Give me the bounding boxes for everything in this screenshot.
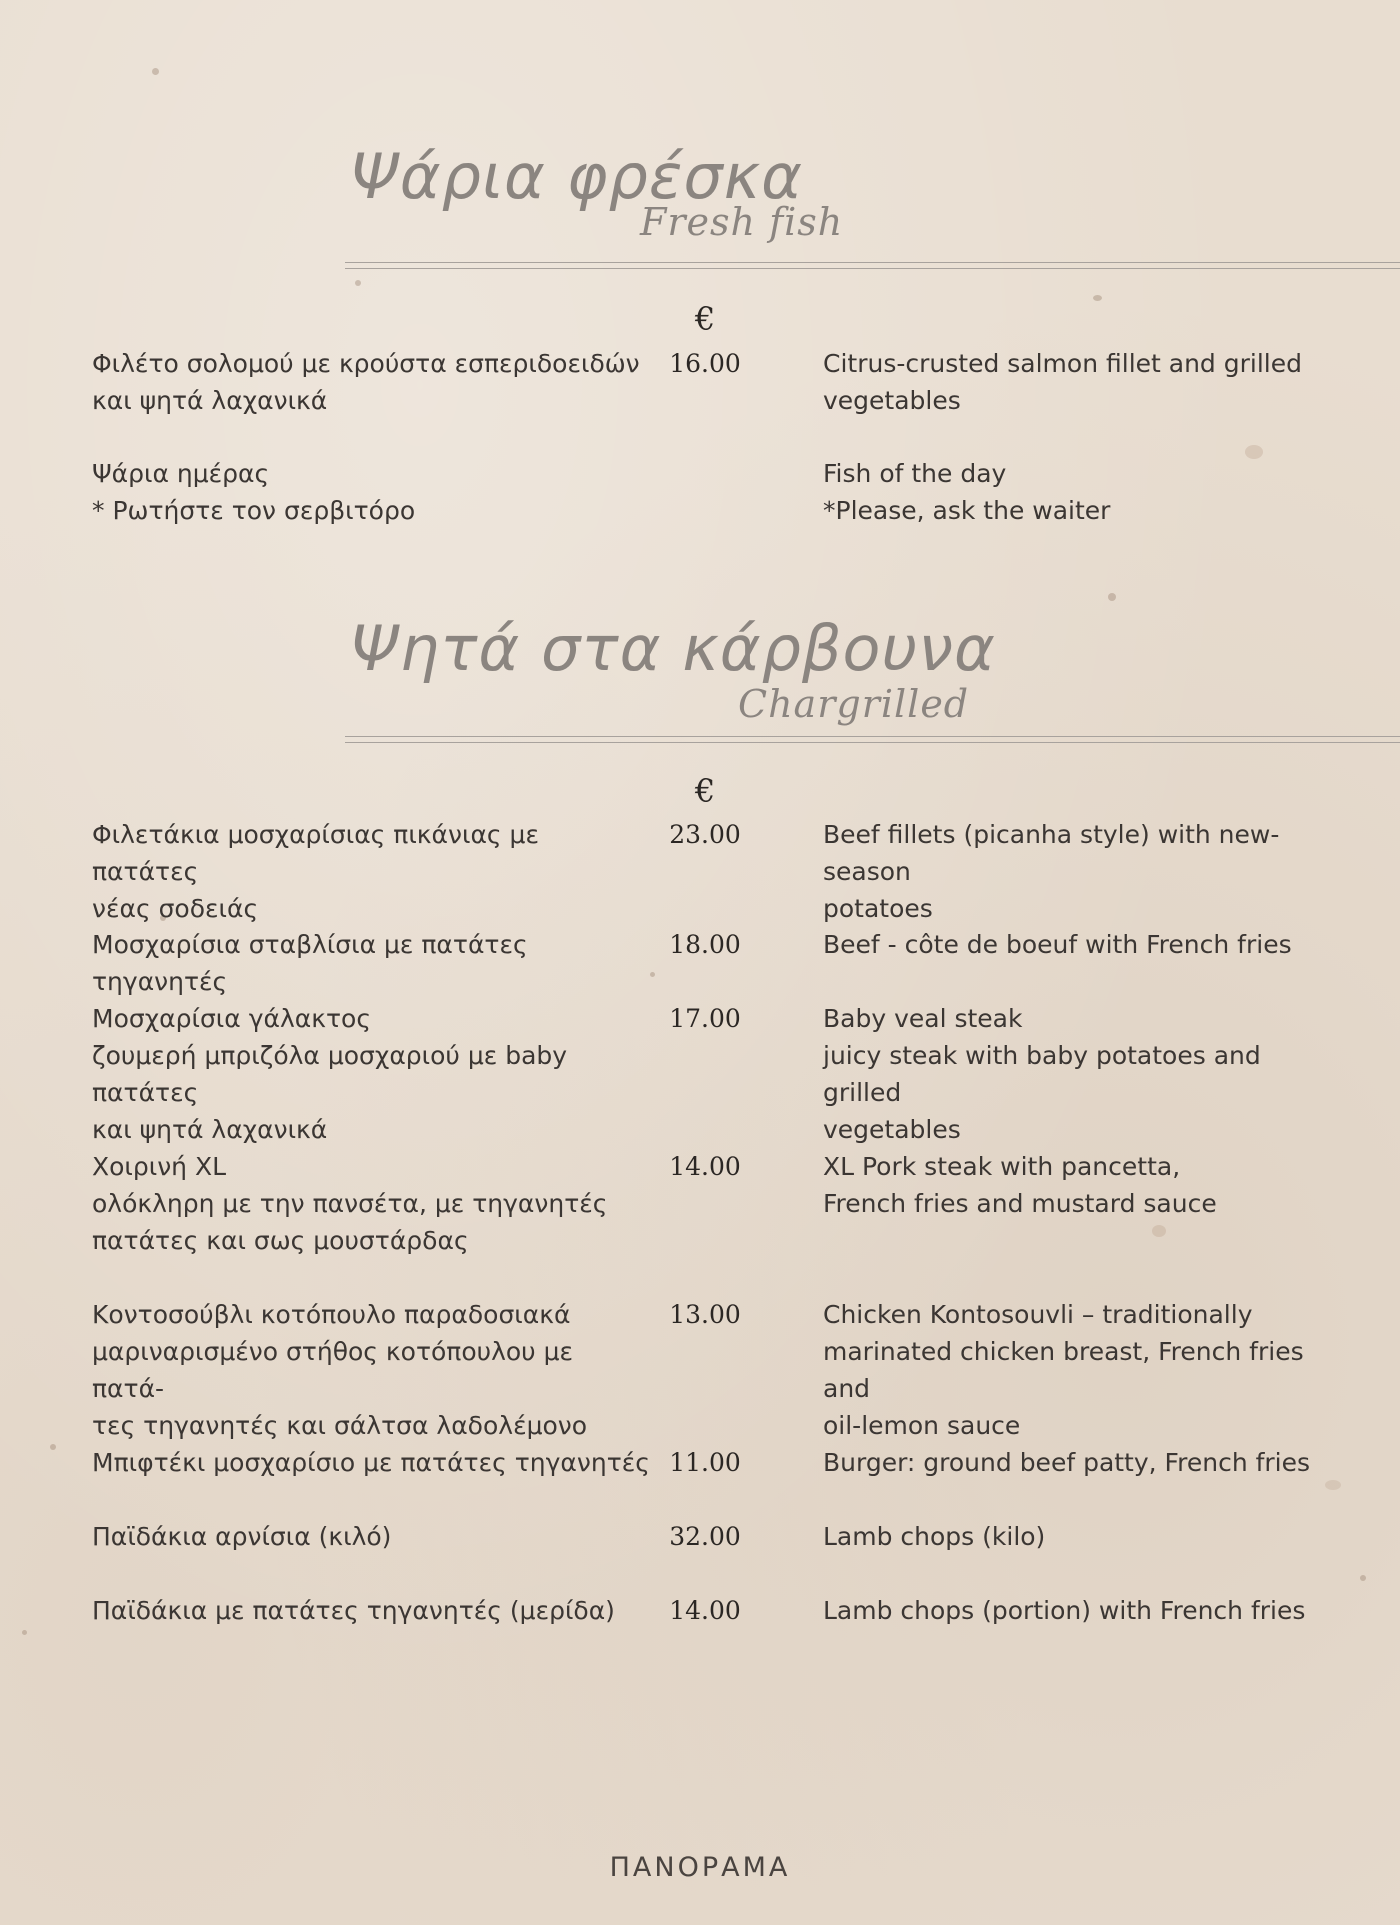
item-name-english: Baby veal steak juicy steak with baby potatoes and grilled vegetables — [823, 1004, 1261, 1144]
item-price: 17.00 — [669, 1004, 741, 1033]
item-name-greek: Κοντοσούβλι κοτόπουλο παραδοσιακά μαριναρισμένο στήθος κοτόπουλου με πατά- τες τηγανητές και σάλτσα λαδολέμονο — [92, 1300, 588, 1440]
item-name-english: Fish of the day *Please, ask the waiter — [823, 459, 1111, 525]
item-price: 11.00 — [669, 1448, 741, 1477]
item-name-english: Lamb chops (kilo) — [823, 1522, 1046, 1551]
item-name-greek: Φιλετάκια μοσχαρίσιας πικάνιας με πατάτες νέας σοδειάς — [92, 820, 539, 923]
section-title-greek: Ψητά στα κάρβουνα — [350, 612, 996, 685]
item-name-english: Beef fillets (picanha style) with new-season potatoes — [823, 820, 1280, 923]
item-name-english: Citrus-crusted salmon fillet and grilled vegetables — [823, 349, 1302, 415]
item-price: 23.00 — [669, 820, 741, 849]
item-name-english: Chicken Kontosouvli – traditionally marinated chicken breast, French fries and oil-lemon sauce — [823, 1300, 1304, 1440]
item-name-english: XL Pork steak with pancetta, French fries and mustard sauce — [823, 1152, 1217, 1218]
item-name-english: Beef - côte de boeuf with French fries — [823, 930, 1292, 959]
item-name-greek: Μοσχαρίσια γάλακτος ζουμερή μπριζόλα μοσχαριού με baby πατάτες και ψητά λαχανικά — [92, 1004, 568, 1144]
section-title-english: Chargrilled — [738, 682, 970, 726]
item-price: 14.00 — [669, 1596, 741, 1625]
item-name-greek: Παϊδάκια αρνίσια (κιλό) — [92, 1522, 392, 1551]
currency-symbol: € — [694, 300, 716, 338]
item-name-greek: Μπιφτέκι μοσχαρίσιο με πατάτες τηγανητές — [92, 1448, 650, 1477]
item-price: 16.00 — [669, 349, 741, 378]
item-name-greek: Φιλέτο σολομού με κρούστα εσπεριδοειδών και ψητά λαχανικά — [92, 349, 640, 415]
item-price: 32.00 — [669, 1522, 741, 1551]
item-name-greek: Μοσχαρίσια σταβλίσια με πατάτες τηγανητές — [92, 930, 528, 996]
currency-symbol: € — [694, 772, 716, 810]
item-name-english: Burger: ground beef patty, French fries — [823, 1448, 1311, 1477]
item-name-english: Lamb chops (portion) with French fries — [823, 1596, 1306, 1625]
section-divider — [345, 736, 1400, 743]
item-name-greek: Παϊδάκια με πατάτες τηγανητές (μερίδα) — [92, 1596, 615, 1625]
item-price: 18.00 — [669, 930, 741, 959]
section-title-english: Fresh fish — [640, 200, 844, 244]
item-name-greek: Χοιρινή XL ολόκληρη με την πανσέτα, με τηγανητές πατάτες και σως μουστάρδας — [92, 1152, 608, 1255]
restaurant-name-footer: ΠΑΝΟΡΑΜΑ — [609, 1852, 791, 1883]
item-name-greek: Ψάρια ημέρας * Ρωτήστε τον σερβιτόρο — [92, 459, 416, 525]
item-price: 13.00 — [669, 1300, 741, 1329]
item-price: 14.00 — [669, 1152, 741, 1181]
section-title-greek: Ψάρια φρέσκα — [350, 140, 804, 213]
section-divider — [345, 262, 1400, 269]
